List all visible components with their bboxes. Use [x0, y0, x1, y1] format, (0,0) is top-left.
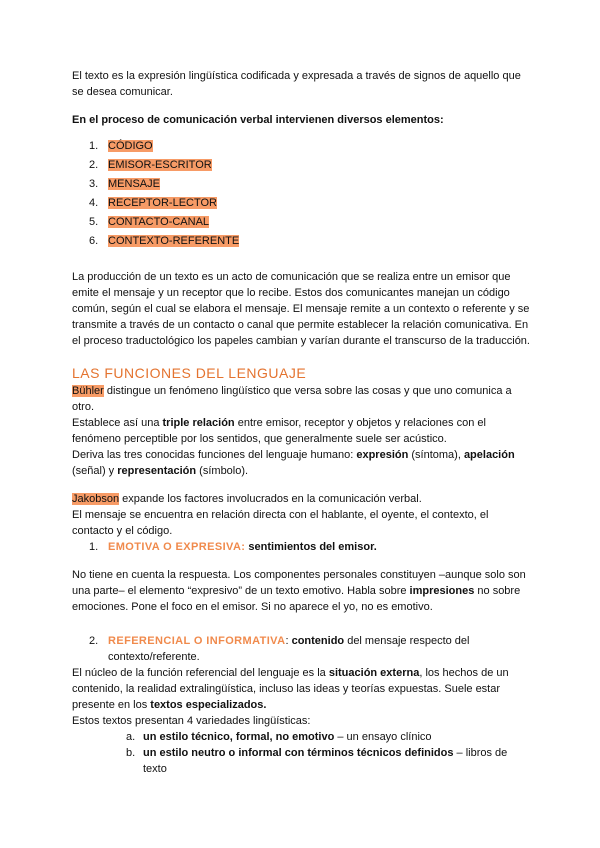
list-item: 3. MENSAJE — [89, 178, 160, 190]
buhler-paragraph: Bühler distingue un fenómeno lingüístico que versa sobre las cosas y que uno comunica a otro. — [72, 385, 512, 413]
elements-heading: En el proceso de comunicación verbal intervienen diversos elementos: — [72, 114, 444, 126]
jakobson-paragraph: Jakobson expande los factores involucrados en la comunicación verbal. — [72, 493, 422, 505]
variety-item: b. un estilo neutro o informal con términos técnicos definidos – libros de texto — [126, 747, 508, 775]
element-label: EMISOR-ESCRITOR — [108, 159, 212, 171]
production-paragraph: La producción de un texto es un acto de comunicación que se realiza entre un emisor que emite el mensaje y un receptor que lo recibe. Estos dos comunicantes manejan un código común, según el cual se elabora el mensaje. El mensaje remite a un contexto o referente y se transmite a través de un contacto o canal que permite establecer la relación comunicativa. En el proceso traductológico los papeles cambian y varían durante el transcurso de la traducción. — [72, 271, 530, 347]
element-label: CONTACTO-CANAL — [108, 216, 210, 228]
list-item: 4. RECEPTOR-LECTOR — [89, 197, 218, 209]
jakobson-message: El mensaje se encuentra en relación directa con el hablante, el oyente, el contexto, el contacto y el código. — [72, 509, 489, 537]
list-item: 5. CONTACTO-CANAL — [89, 216, 210, 228]
function-item-emotive: 1. EMOTIVA O EXPRESIVA: sentimientos del emisor. — [89, 541, 377, 553]
function-title: EMOTIVA O EXPRESIVA: — [108, 541, 246, 553]
buhler-relation: Establece así una triple relación entre emisor, receptor y objetos y relaciones con el fenómeno perceptible por los sentidos, que generalmente suele ser acústico. — [72, 417, 486, 445]
section-title: LAS FUNCIONES DEL LENGUAJE — [72, 365, 307, 381]
jakobson-name: Jakobson — [72, 493, 120, 505]
intro-paragraph: El texto es la expresión lingüística codificada y expresada a través de signos de aquello que se desea comunicar. — [72, 70, 521, 98]
list-item: 2. EMISOR-ESCRITOR — [89, 159, 212, 171]
elements-list — [72, 137, 532, 251]
function-title: REFERENCIAL O INFORMATIVA — [108, 635, 286, 647]
element-label: MENSAJE — [108, 178, 160, 190]
variety-item: a. un estilo técnico, formal, no emotivo – un ensayo clínico — [126, 731, 432, 743]
document-page — [72, 68, 532, 777]
list-item: 6. CONTEXTO-REFERENTE — [89, 235, 240, 247]
referential-paragraph: El núcleo de la función referencial del lenguaje es la situación externa, los hechos de un contenido, la realidad extralingüística, incluso las ideas y teorías expuestas. Suele estar presente en los textos especializados. — [72, 667, 509, 711]
varieties-intro: Estos textos presentan 4 variedades lingüísticas: — [72, 715, 311, 727]
buhler-functions: Deriva las tres conocidas funciones del lenguaje humano: expresión (síntoma), apelación (señal) y representación (símbolo). — [72, 449, 515, 477]
element-label: RECEPTOR-LECTOR — [108, 197, 218, 209]
element-label: CONTEXTO-REFERENTE — [108, 235, 240, 247]
buhler-name: Bühler — [72, 385, 104, 397]
element-label: CÓDIGO — [108, 140, 153, 152]
function-item-referential: 2. REFERENCIAL O INFORMATIVA: contenido del mensaje respecto del contexto/referente. — [89, 635, 470, 663]
list-item: 1. CÓDIGO — [89, 140, 153, 152]
emotive-paragraph: No tiene en cuenta la respuesta. Los componentes personales constituyen –aunque solo son una parte– el elemento “expresivo” de un texto emotivo. Habla sobre impresiones no sobre emociones. Pone el foco en el emisor. Si no aparece el yo, no es emotivo. — [72, 569, 526, 613]
